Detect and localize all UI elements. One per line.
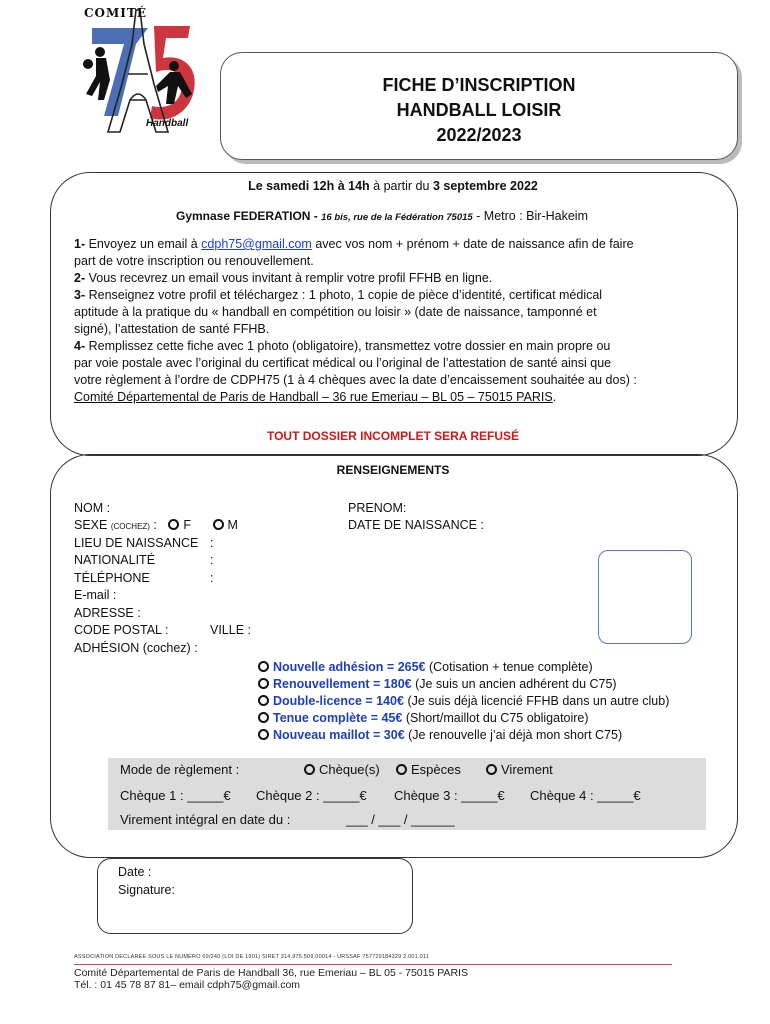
step-4-line-2: par voie postale avec l’original du certificat médical ou l’original de l’attestation de santé ainsi que — [74, 356, 612, 370]
radio-circle-icon[interactable] — [258, 661, 269, 672]
nationalite-label: NATIONALITÉ — [74, 553, 156, 567]
ville-label: VILLE : — [210, 623, 251, 637]
option-double-licence[interactable]: Double-licence = 140€ (Je suis déjà licencié FFHB dans un autre club) — [258, 693, 728, 710]
steps-block — [74, 236, 724, 406]
step-1-line-1: 1- Envoyez un email à cdph75@gmail.com avec vos nom + prénom + date de naissance afin de faire — [74, 237, 634, 251]
option-renouvellement[interactable]: Renouvellement = 180€ (Je suis un ancien adhérent du C75) — [258, 676, 728, 693]
title-line-1: FICHE D’INSCRIPTION — [382, 75, 576, 95]
gym-address: 16 bis, rue de la Fédération 75015 — [321, 212, 473, 223]
radio-circle-icon[interactable] — [258, 712, 269, 723]
virement-date-field[interactable]: ___ / ___ / ______ — [346, 812, 455, 827]
footer-address: Comité Départemental de Paris de Handball 36, rue Emeriau – BL 05 - 75015 PARIS — [74, 967, 468, 979]
option-tenue-complete[interactable]: Tenue complète = 45€ (Short/maillot du C75 obligatoire) — [258, 710, 728, 727]
mailing-address: Comité Départemental de Paris de Handball – 36 rue Emeriau – BL 05 – 75015 PARIS — [74, 390, 553, 404]
email-label: E-mail : — [74, 588, 117, 602]
step-3-line-1: 3- Renseignez votre profil et téléchargez : 1 photo, 1 copie de pièce d’identité, certificat médical — [74, 288, 603, 302]
cheque-1-field[interactable]: Chèque 1 : _____€ — [120, 788, 231, 803]
radio-circle-icon[interactable] — [258, 729, 269, 740]
step-3-line-2: aptitude à la pratique du « handball en compétition ou loisir » (date de naissance, tamponné et — [74, 305, 597, 319]
footer-contact: Tél. : 01 45 78 87 81– email cdph75@gmail.com — [74, 979, 301, 991]
step-3-line-3: signé), l’attestation de santé FFHB. — [74, 322, 270, 336]
cheque-3-field[interactable]: Chèque 3 : _____€ — [394, 788, 505, 803]
committee-logo — [70, 4, 205, 144]
option-nouveau-maillot[interactable]: Nouveau maillot = 30€ (Je renouvelle j’ai déjà mon short C75) — [258, 727, 728, 744]
payment-cheque-option[interactable]: Chèque(s) — [304, 761, 380, 778]
email-link[interactable]: cdph75@gmail.com — [201, 237, 312, 251]
radio-circle-icon[interactable] — [168, 519, 179, 530]
payment-mode-label: Mode de règlement : — [120, 762, 240, 777]
nationalite-colon: : — [210, 553, 214, 567]
cheque-2-field[interactable]: Chèque 2 : _____€ — [256, 788, 367, 803]
payment-especes-option[interactable]: Espèces — [396, 761, 461, 778]
sexe-f-option[interactable]: F — [168, 518, 191, 532]
radio-circle-icon[interactable] — [258, 678, 269, 689]
incomplete-warning: TOUT DOSSIER INCOMPLET SERA REFUSÉ — [266, 429, 520, 443]
logo-top-text: COMITÉ — [84, 6, 147, 20]
sexe-row: SEXE (COCHEZ) : F M — [74, 518, 238, 532]
session-gym — [176, 208, 736, 226]
option-nouvelle-adhesion[interactable]: Nouvelle adhésion = 265€ (Cotisation + tenue complète) — [258, 659, 728, 676]
signature-label: Signature: — [118, 883, 175, 897]
date-naissance-label: DATE DE NAISSANCE : — [348, 518, 484, 532]
session-from: à partir du — [369, 179, 433, 193]
radio-circle-icon[interactable] — [258, 695, 269, 706]
step-4-line-1: 4- Remplissez cette fiche avec 1 photo (obligatoire), transmettez votre dossier en main propre ou — [74, 339, 611, 353]
lieu-colon: : — [210, 536, 214, 550]
step-4-line-4: Comité Départemental de Paris de Handball – 36 rue Emeriau – BL 05 – 75015 PARIS. — [74, 390, 557, 404]
sexe-m-option[interactable]: M — [213, 518, 238, 532]
payment-virement-option[interactable]: Virement — [486, 761, 553, 778]
session-date: 3 septembre 2022 — [432, 179, 538, 193]
telephone-colon: : — [210, 571, 214, 585]
step-1-line-2: part de votre inscription ou renouvellement. — [74, 254, 314, 268]
session-schedule — [60, 178, 726, 195]
logo-bottom-text: Handball — [146, 118, 189, 129]
nom-label: NOM : — [74, 501, 111, 515]
adresse-label: ADRESSE : — [74, 606, 141, 620]
adhesion-label: ADHÉSION (cochez) : — [74, 641, 198, 655]
form-heading: RENSEIGNEMENTS — [336, 463, 450, 477]
gym-name: Gymnase FEDERATION - — [176, 209, 322, 223]
virement-label: Virement intégral en date du : — [120, 812, 291, 827]
step-2: 2- Vous recevrez un email vous invitant à remplir votre profil FFHB en ligne. — [74, 271, 493, 285]
radio-circle-icon[interactable] — [213, 519, 224, 530]
prenom-label: PRENOM: — [348, 501, 407, 515]
step-4-line-3: votre règlement à l’ordre de CDPH75 (1 à 4 chèques avec la date d’encaissement souhaitée au dos) : — [74, 373, 637, 387]
photo-placeholder — [598, 550, 692, 644]
telephone-label: TÉLÉPHONE — [74, 571, 150, 585]
code-postal-label: CODE POSTAL : — [74, 623, 169, 637]
title-line-2: HANDBALL LOISIR — [396, 100, 562, 120]
footer-divider — [74, 964, 672, 965]
legal-notice: ASSOCIATION DECLAREE SOUS LE NUMERO 69/240 (LOI DE 1901) SIRET 314.975.509.00014 - URSSAF 757729184329 2.001.011 — [74, 954, 430, 960]
cheque-4-field[interactable]: Chèque 4 : _____€ — [530, 788, 641, 803]
gym-metro: - Metro : Bir-Hakeim — [472, 209, 588, 223]
radio-circle-icon[interactable] — [486, 764, 497, 775]
session-time: Le samedi 12h à 14h — [248, 179, 370, 193]
lieu-label: LIEU DE NAISSANCE — [74, 536, 199, 550]
radio-circle-icon[interactable] — [304, 764, 315, 775]
date-label: Date : — [118, 865, 152, 879]
title-box — [220, 52, 738, 160]
membership-options — [258, 659, 728, 744]
title-line-3: 2022/2023 — [436, 125, 522, 145]
radio-circle-icon[interactable] — [396, 764, 407, 775]
